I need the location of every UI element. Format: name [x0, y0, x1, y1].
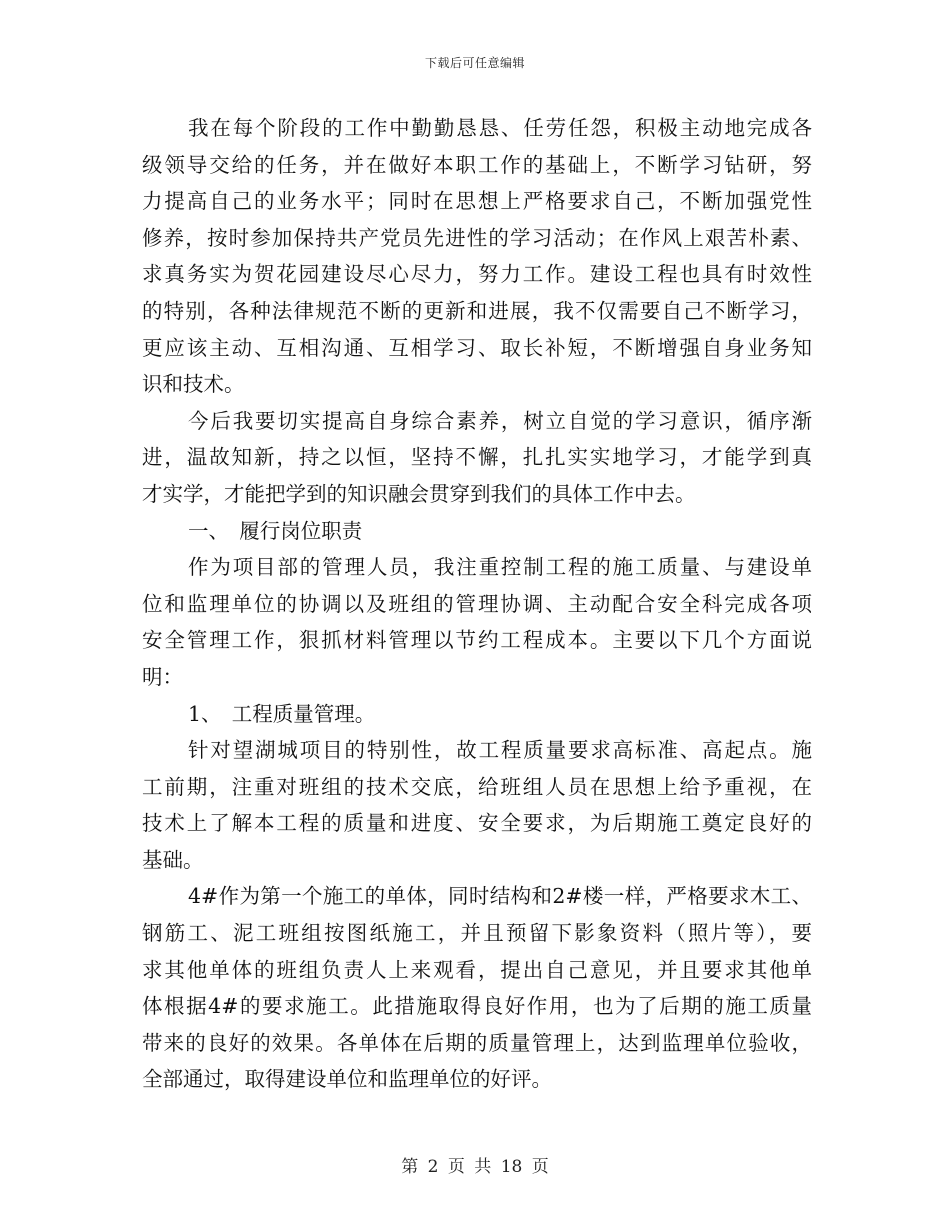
text-line: 更应该主动、互相沟通、互相学习、取长补短，不断增强自身业务知 — [142, 335, 812, 360]
page-footer: 第 2 页 共 18 页 — [401, 1157, 549, 1177]
text-line: 全部通过，取得建设单位和监理单位的好评。 — [142, 1067, 552, 1092]
text-line: 安全管理工作，狠抓材料管理以节约工程成本。主要以下几个方面说 — [142, 628, 812, 653]
text-line: 位和监理单位的协调以及班组的管理协调、主动配合安全科完成各项 — [142, 591, 812, 616]
text-line: 级领导交给的任务，并在做好本职工作的基础上，不断学习钻研，努 — [142, 152, 812, 177]
text-line: 针对望湖城项目的特别性，故工程质量要求高标准、高起点。施 — [188, 738, 812, 763]
text-line: 1、 工程质量管理。 — [188, 701, 376, 726]
text-line: 的特别，各种法律规范不断的更新和进展，我不仅需要自己不断学习， — [142, 298, 812, 323]
text-line: 4#作为第一个施工的单体，同时结构和2#楼一样，严格要求木工、 — [188, 884, 812, 909]
text-line: 识和技术。 — [142, 372, 245, 397]
text-line: 体根据4#的要求施工。此措施取得良好作用，也为了后期的施工质量 — [142, 994, 812, 1019]
text-line: 明： — [142, 664, 183, 689]
text-line: 求真务实为贺花园建设尽心尽力，努力工作。建设工程也具有时效性 — [142, 262, 812, 287]
text-line: 带来的良好的效果。各单体在后期的质量管理上，达到监理单位验收， — [142, 1030, 812, 1055]
text-line: 进，温故知新，持之以恒，坚持不懈，扎扎实实地学习，才能学到真 — [142, 445, 812, 470]
text-line: 今后我要切实提高自身综合素养，树立自觉的学习意识，循序渐 — [188, 408, 812, 433]
text-line: 修养，按时参加保持共产党员先进性的学习活动；在作风上艰苦朴素、 — [142, 225, 812, 250]
text-line: 技术上了解本工程的质量和进度、安全要求，为后期施工奠定良好的 — [142, 811, 812, 836]
page-header: 下载后可任意编辑 — [424, 56, 525, 70]
text-line: 求其他单体的班组负责人上来观看，提出自己意见，并且要求其他单 — [142, 957, 812, 982]
text-line: 我在每个阶段的工作中勤勤恳恳、任劳任怨，积极主动地完成各 — [188, 116, 812, 140]
text-line: 钢筋工、泥工班组按图纸施工，并且预留下影象资料（照片等），要 — [142, 921, 812, 946]
text-line: 作为项目部的管理人员，我注重控制工程的施工质量、与建设单 — [188, 555, 812, 580]
text-line: 工前期，注重对班组的技术交底，给班组人员在思想上给予重视，在 — [142, 774, 812, 799]
text-line: 基础。 — [142, 847, 204, 872]
text-line: 才实学，才能把学到的知识融会贯穿到我们的具体工作中去。 — [142, 481, 696, 506]
text-line: 力提高自己的业务水平；同时在思想上严格要求自己，不断加强党性 — [142, 189, 812, 214]
document-body — [142, 110, 812, 1098]
text-line: 一、 履行岗位职责 — [188, 518, 363, 543]
